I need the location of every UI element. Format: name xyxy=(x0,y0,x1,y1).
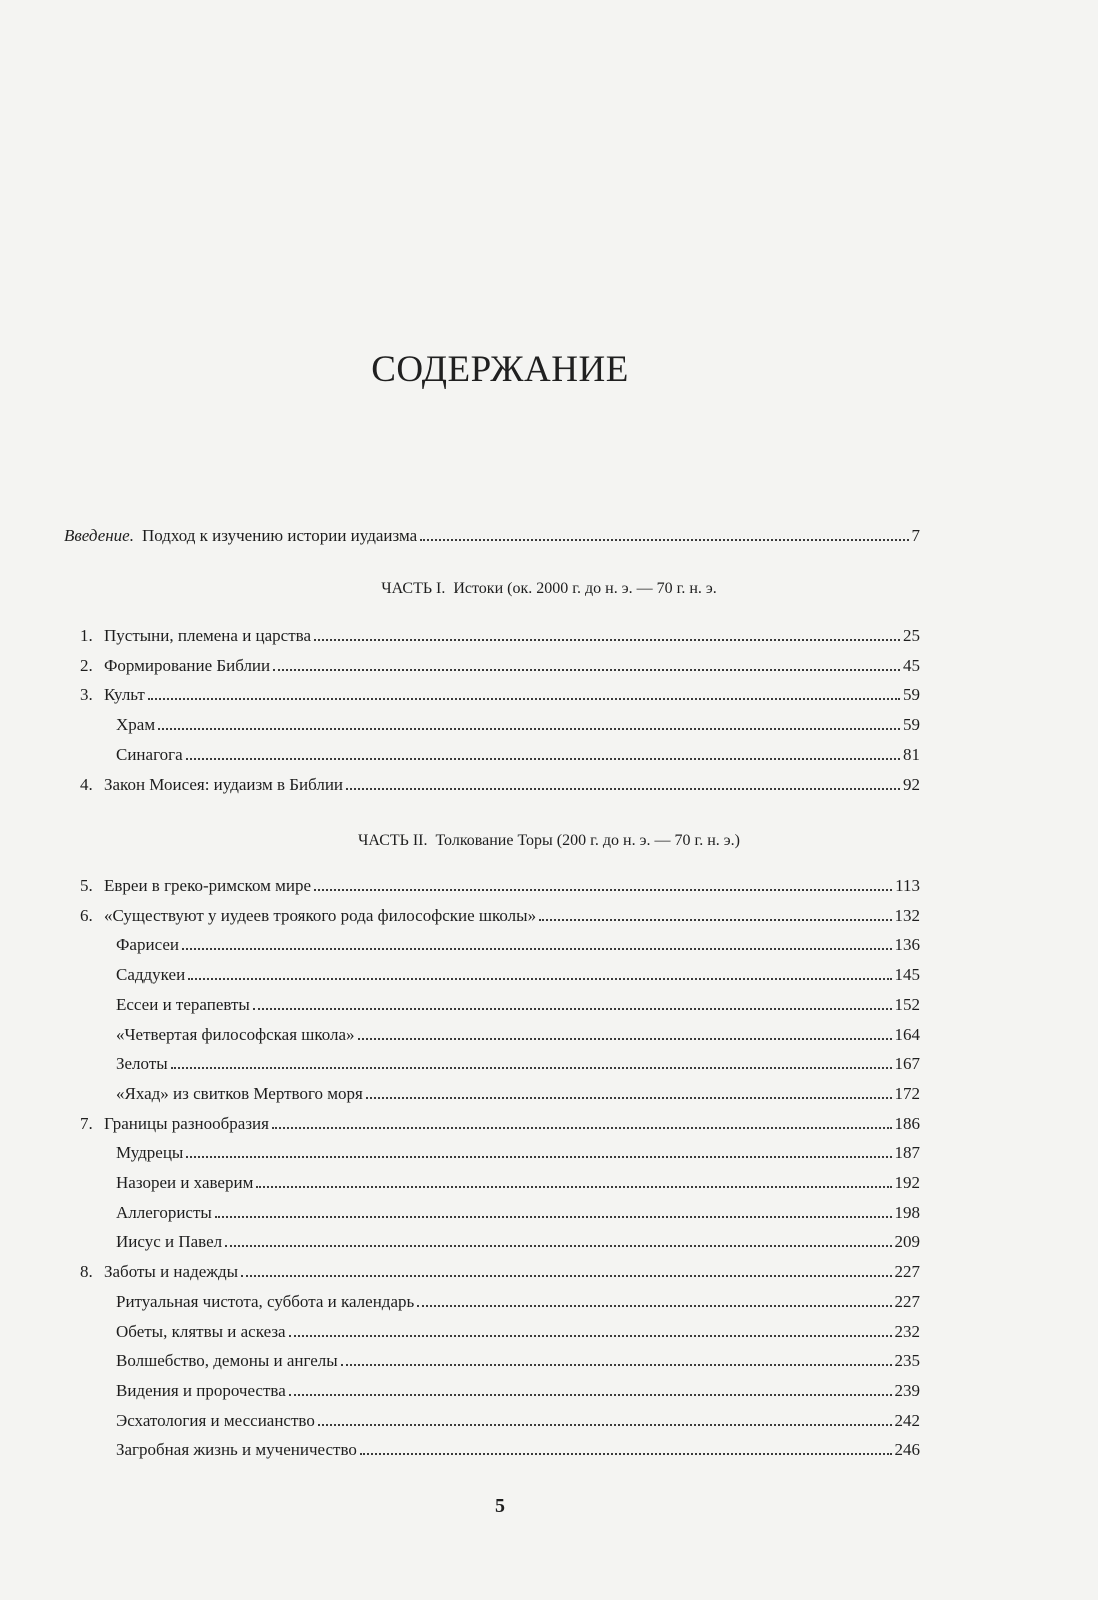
toc-page-number: 152 xyxy=(894,994,920,1014)
dot-leader xyxy=(289,1334,892,1337)
toc-entry-label: Мудрецы xyxy=(116,1143,184,1163)
toc-entry-label: Закон Моисея: иудаизм в Библии xyxy=(104,774,344,794)
dot-leader xyxy=(158,727,900,730)
toc-entry-label: Загробная жизнь и мученичество xyxy=(116,1440,357,1460)
toc-entry xyxy=(116,1197,920,1223)
toc-entry xyxy=(80,1108,920,1134)
dot-leader xyxy=(366,1096,892,1099)
toc-entry-label: Зелоты xyxy=(116,1054,168,1074)
toc-page-number: 227 xyxy=(894,1262,920,1282)
dot-leader xyxy=(318,1423,892,1426)
toc-entry-number: 7. xyxy=(80,1113,93,1133)
part-label: ЧАСТЬ I. xyxy=(381,580,446,597)
toc-entry xyxy=(116,1167,920,1193)
dot-leader xyxy=(215,1215,892,1218)
toc-entry xyxy=(80,679,920,705)
dot-leader xyxy=(148,697,900,700)
dot-leader xyxy=(225,1244,891,1247)
toc-entry-label: Формирование Библии xyxy=(104,655,271,675)
toc-page-number: 198 xyxy=(894,1202,920,1222)
toc-entry-number: 6. xyxy=(80,905,93,925)
toc-page-number: 246 xyxy=(894,1440,920,1460)
toc-page-number: 172 xyxy=(894,1083,920,1103)
toc-entry-number: 8. xyxy=(80,1262,93,1282)
toc-entry xyxy=(116,1375,920,1401)
toc-page-number: 45 xyxy=(903,655,920,675)
toc-entry-label: Эсхатология и мессианство xyxy=(116,1410,315,1430)
toc-page-number: 192 xyxy=(894,1173,920,1192)
toc-entry-number: 2. xyxy=(80,655,93,675)
toc-entry-label: Границы разнообразия xyxy=(104,1113,269,1133)
toc-page-number: 7 xyxy=(911,526,920,545)
toc-entry xyxy=(116,1405,920,1431)
dot-leader xyxy=(186,757,900,760)
toc-entry-label: Ессеи и терапевты xyxy=(116,994,250,1014)
toc-entry-label: Видения и пророчества xyxy=(116,1380,286,1400)
toc-entry xyxy=(80,650,920,676)
toc-entry xyxy=(116,1048,920,1074)
dot-leader xyxy=(314,888,892,891)
intro-lead: Введение. xyxy=(64,526,134,545)
toc-entry-label: Синагога xyxy=(116,744,183,764)
dot-leader xyxy=(289,1393,892,1396)
toc-entry xyxy=(80,1256,920,1282)
dot-leader xyxy=(346,787,900,790)
toc-page-number: 25 xyxy=(903,626,920,645)
toc-page-number: 235 xyxy=(894,1351,920,1371)
toc-entry-label: Ритуальная чистота, суббота и календарь xyxy=(116,1291,415,1311)
toc-entry-label: «Яхад» из свитков Мертвого моря xyxy=(116,1083,363,1103)
toc-entry-label: Обеты, клятвы и аскеза xyxy=(116,1321,286,1341)
toc-entry xyxy=(80,620,920,646)
toc-entry-label: Храм xyxy=(116,715,156,735)
dot-leader xyxy=(253,1007,892,1010)
dot-leader xyxy=(256,1185,891,1188)
toc-page-number: 113 xyxy=(895,876,920,895)
dot-leader xyxy=(358,1037,892,1040)
toc-entry-number: 1. xyxy=(80,626,93,645)
toc-entry xyxy=(80,900,920,926)
part-title: Истоки (ок. 2000 г. до н. э. — 70 г. н. э. xyxy=(453,580,717,597)
toc-page-number: 242 xyxy=(894,1410,920,1430)
dot-leader xyxy=(420,538,908,541)
part-heading-1 xyxy=(0,580,1098,598)
toc-entry-label: Пустыни, племена и царства xyxy=(104,626,312,645)
toc-page-number: 209 xyxy=(894,1232,920,1252)
toc-entry-label: Аллегористы xyxy=(116,1202,212,1222)
toc-entry-label: Иисус и Павел xyxy=(116,1232,223,1252)
toc-entry xyxy=(116,1078,920,1104)
toc-entry-number: 4. xyxy=(80,774,93,794)
toc-entry xyxy=(80,769,920,795)
toc-entry-label: Саддукеи xyxy=(116,965,186,985)
toc-entry xyxy=(116,959,920,985)
toc-entry xyxy=(116,1316,920,1342)
toc-page-number: 227 xyxy=(894,1291,920,1311)
toc-entry-label: Фарисеи xyxy=(116,935,179,955)
toc-page-number: 81 xyxy=(903,744,920,764)
toc-entry-label: Заботы и надежды xyxy=(104,1262,239,1282)
toc-entry-label: «Четвертая философская школа» xyxy=(116,1024,355,1044)
toc-entry xyxy=(80,870,920,896)
part-title: Толкование Торы (200 г. до н. э. — 70 г. н. э.) xyxy=(435,832,740,849)
toc-page-number: 92 xyxy=(903,774,920,794)
dot-leader xyxy=(273,668,900,671)
toc-entry xyxy=(116,739,920,765)
toc-page-number: 132 xyxy=(894,905,920,925)
dot-leader xyxy=(539,918,891,921)
toc-entry xyxy=(116,1019,920,1045)
toc-entry-label: Культ xyxy=(104,685,145,705)
dot-leader xyxy=(241,1274,891,1277)
page-title: СОДЕРЖАНИЕ xyxy=(371,349,629,390)
dot-leader xyxy=(272,1126,892,1129)
toc-entry-label: Подход к изучению истории иудаизма xyxy=(141,526,418,545)
toc-page-number: 167 xyxy=(894,1054,920,1074)
dot-leader xyxy=(314,638,900,641)
dot-leader xyxy=(417,1304,891,1307)
toc-entry xyxy=(116,1345,920,1371)
dot-leader xyxy=(341,1363,892,1366)
dot-leader xyxy=(188,977,891,980)
dot-leader xyxy=(360,1452,892,1455)
toc-entry-label: «Существуют у иудеев троякого рода философские школы» xyxy=(104,905,537,925)
toc-entry-label: Назореи и хаверим xyxy=(116,1173,254,1192)
toc-entry xyxy=(116,1286,920,1312)
toc-page-number: 187 xyxy=(894,1143,920,1163)
toc-entry xyxy=(116,1137,920,1163)
toc-entry xyxy=(116,709,920,735)
toc-entry xyxy=(116,929,920,955)
toc-entry-label: Евреи в греко-римском мире xyxy=(104,876,312,895)
toc-entry xyxy=(116,1434,920,1460)
dot-leader xyxy=(182,947,892,950)
page-number-footer: 5 xyxy=(495,1495,505,1517)
toc-page-number: 186 xyxy=(894,1113,920,1133)
toc-entry xyxy=(116,1226,920,1252)
toc-page-number: 145 xyxy=(894,965,920,985)
toc-page-number: 136 xyxy=(894,935,920,955)
toc-page-number: 164 xyxy=(894,1024,920,1044)
toc-entry xyxy=(116,989,920,1015)
toc-entry-intro xyxy=(64,520,920,546)
toc-page-number: 239 xyxy=(894,1380,920,1400)
toc-entry-label: Волшебство, демоны и ангелы xyxy=(116,1351,338,1371)
toc-entry-number: 5. xyxy=(80,876,93,895)
part-label: ЧАСТЬ II. xyxy=(358,832,428,849)
toc-page-number: 59 xyxy=(903,715,920,735)
toc-page-number: 59 xyxy=(903,685,920,705)
part-heading-2 xyxy=(0,832,1098,850)
toc-page-number: 232 xyxy=(894,1321,920,1341)
toc-entry-number: 3. xyxy=(80,685,93,705)
dot-leader xyxy=(171,1066,892,1069)
dot-leader xyxy=(186,1155,891,1158)
